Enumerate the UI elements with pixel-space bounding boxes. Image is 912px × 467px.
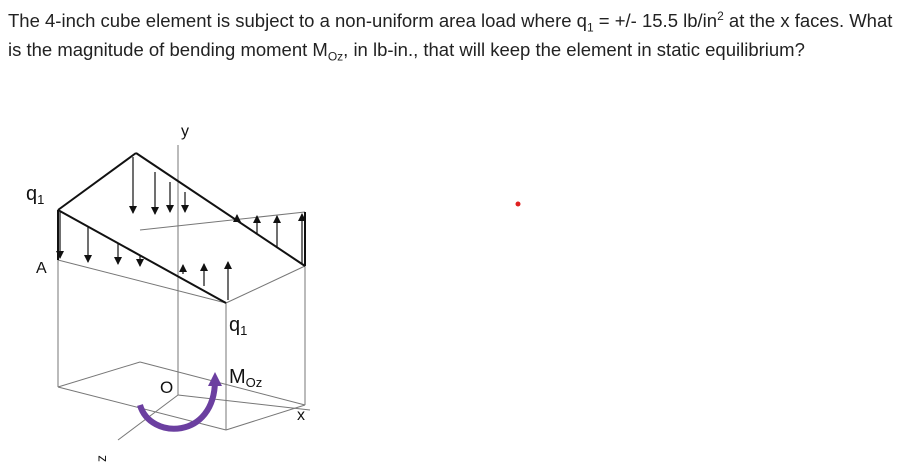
- moment-subscript: Oz: [327, 49, 344, 64]
- q1-up-arrows: [183, 214, 302, 300]
- cube-edge-bottom-left: [58, 362, 140, 387]
- point-a-label: A: [36, 260, 47, 277]
- cube-edge-bottom-right: [226, 405, 305, 430]
- question-part-1: The 4-inch cube element is subject to a non-uniform area load where q: [8, 10, 587, 31]
- origin-label: O: [160, 378, 174, 397]
- y-axis-label: y: [181, 123, 189, 140]
- question-part-3: at the x faces. What is the magnitude of bending moment M: [8, 10, 893, 60]
- area-unit-exponent: 2: [717, 8, 724, 23]
- area-load-outline: [58, 153, 305, 303]
- load-ridge-edge: [136, 153, 305, 266]
- marker-dot: [516, 202, 521, 207]
- q1-left-label: $q_1$: [26, 183, 45, 207]
- question-part-4: , in lb-in., that will keep the element in static equilibrium?: [343, 39, 805, 60]
- z-axis-label: z: [93, 455, 109, 462]
- moment-label: $M_{Oz}$: [229, 366, 263, 390]
- question-part-2: = +/- 15.5 lb/in: [593, 10, 718, 31]
- x-axis: [178, 395, 310, 410]
- q1-subscript: 1: [586, 20, 594, 35]
- cube-edge-top-back: [140, 212, 305, 230]
- cube-edge-top-front: [58, 260, 226, 303]
- cube-edge-top-right: [226, 266, 305, 303]
- cube-edges: [58, 212, 305, 430]
- x-axis-label: x: [297, 407, 305, 424]
- load-top-left-edge: [58, 153, 136, 210]
- q1-right-label: $q_1$: [229, 314, 248, 338]
- load-diagonal-edge: [58, 210, 226, 303]
